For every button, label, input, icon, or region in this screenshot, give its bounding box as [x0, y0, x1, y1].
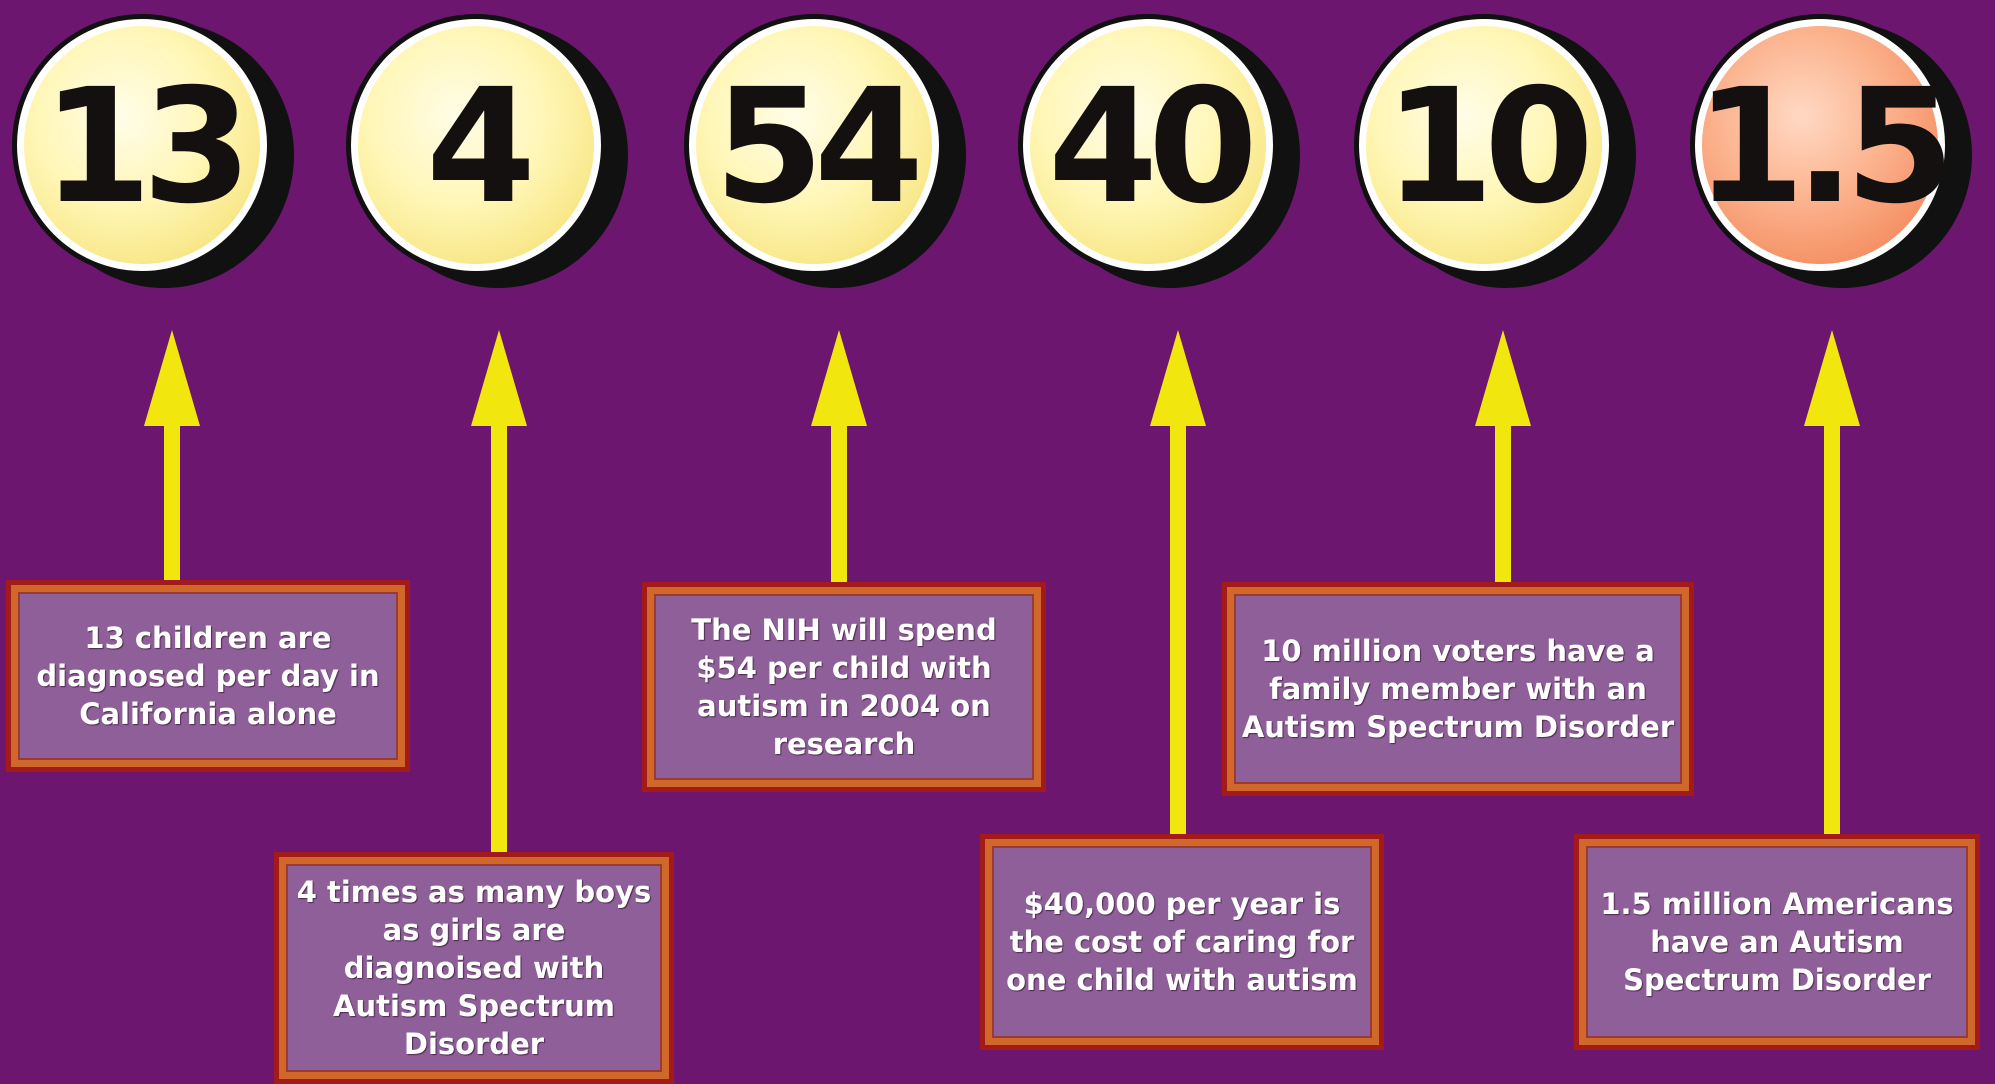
arrow-up-icon — [1802, 330, 1862, 840]
caption-text: 13 children are diagnosed per day in California alone — [36, 621, 380, 731]
number-ball-13 — [12, 14, 292, 294]
arrow-up-icon — [469, 330, 529, 858]
caption-text: 1.5 million Americans have an Autism Spectrum Disorder — [1600, 887, 1954, 997]
number-ball-10 — [1354, 14, 1634, 294]
ball-number: 40 — [1048, 55, 1248, 239]
ball-number: 4 — [426, 55, 526, 239]
caption-text: The NIH will spend $54 per child with autism in 2004 on research — [691, 613, 997, 761]
caption-box-40 — [980, 834, 1384, 1050]
number-ball-54 — [684, 14, 964, 294]
caption-box-54 — [642, 582, 1046, 792]
ball-number: 13 — [42, 55, 242, 239]
number-ball-4 — [346, 14, 626, 294]
number-ball-40 — [1018, 14, 1298, 294]
arrow-up-icon — [1148, 330, 1208, 840]
arrow-up-icon — [809, 330, 869, 588]
caption-text: 10 million voters have a family member with an Autism Spectrum Disorder — [1241, 634, 1675, 744]
caption-box-1-5 — [1574, 834, 1980, 1050]
caption-text: 4 times as many boys as girls are diagnoised with Autism Spectrum Disorder — [296, 875, 652, 1061]
caption-box-4 — [274, 852, 674, 1084]
caption-box-10 — [1222, 582, 1694, 796]
ball-number: 10 — [1384, 55, 1584, 239]
caption-box-13 — [6, 580, 410, 772]
arrow-up-icon — [1473, 330, 1533, 588]
caption-text: $40,000 per year is the cost of caring for one child with autism — [1006, 887, 1358, 997]
arrow-up-icon — [142, 330, 202, 586]
number-ball-1-5 — [1690, 14, 1970, 294]
ball-number: 1.5 — [1695, 55, 1945, 239]
ball-number: 54 — [714, 55, 914, 239]
